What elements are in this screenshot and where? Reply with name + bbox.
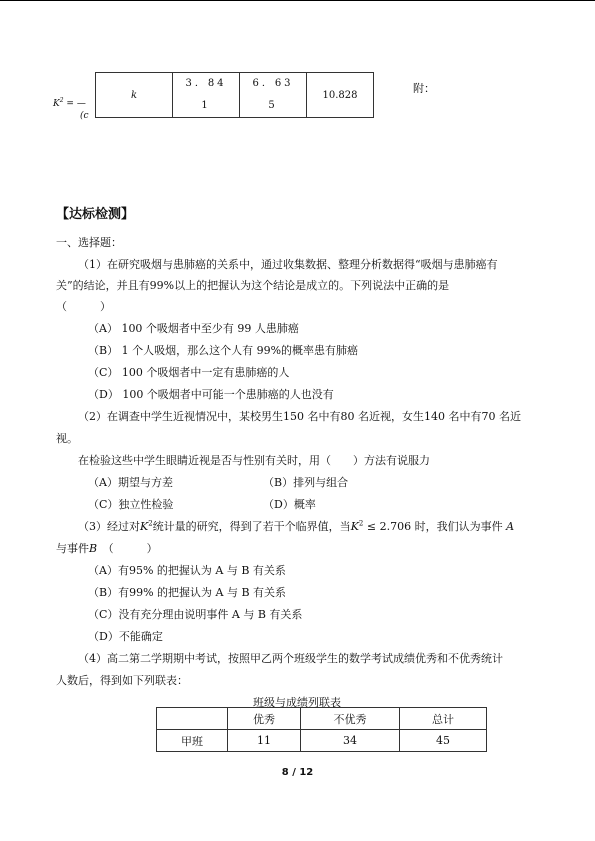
k2-formula: $K^2$ = — [53,97,86,109]
table-row [157,730,487,752]
page-top-border [0,0,595,1]
table-caption: 班级与成绩列联表 [253,696,341,709]
table-cell: k [96,73,173,118]
q2-line2: 视。 [56,432,78,445]
table-cell: 10.828 [307,73,374,118]
table-header-cell: 优秀 [228,708,301,730]
q1-line2: 关”的结论，并且有99%以上的把握认为这个结论是成立的。下列说法中正确的是 [56,279,450,292]
k2-formula-denominator: (c [80,111,89,121]
table-cell: 3．84 1 [173,73,240,118]
table-header-cell: 总计 [400,708,487,730]
q2-option-d: （D）概率 [263,498,316,511]
q1-answer-blank: （ ） [56,300,111,313]
table-header-cell [157,708,228,730]
q3-option-c: （C）没有充分理由说明事件 A 与 B 有关系 [88,608,303,621]
table-header-row [157,708,487,730]
q3-line2: 与事件B （ ） [56,542,158,555]
q3-option-a: （A）有95% 的把握认为 A 与 B 有关系 [88,564,286,577]
q2-line3: 在检验这些中学生眼睛近视是否与性别有关时，用（ ）方法有说服力 [78,454,430,467]
q2-option-c: （C）独立性检验 [88,498,174,511]
class-score-table [156,707,487,752]
table-header-cell: 不优秀 [301,708,400,730]
q2-option-a: （A）期望与方差 [88,476,173,489]
page-number: 8 / 12 [281,767,314,778]
part-title: 一、选择题： [56,236,122,249]
q4-line1: （4）高二第二学期期中考试，按照甲乙两个班级学生的数学考试成绩优秀和不优秀统计 [78,652,503,665]
table-cell: 6．63 5 [240,73,307,118]
appendix-note: 附： [413,82,435,95]
q4-line2: 人数后，得到如下列联表： [56,674,188,687]
q1-line1: （1）在研究吸烟与患肺癌的关系中，通过收集数据、整理分析数据得“吸烟与患肺癌有 [78,258,498,271]
q3-option-d: （D）不能确定 [88,630,163,643]
q1-option-d: （D） 100 个吸烟者中可能一个患肺癌的人也没有 [88,388,334,401]
table-row [96,73,374,118]
table-cell: 11 [228,730,301,752]
q1-option-c: （C） 100 个吸烟者中一定有患肺癌的人 [88,366,290,379]
q3-line1: （3）经过对$K^2$统计量的研究，得到了若干个临界值，当$K^2 \le 2.706$ 时，我们认为事件 A [78,519,515,533]
table-cell: 45 [400,730,487,752]
table-cell: 甲班 [157,730,228,752]
q3-option-b: （B）有99% 的把握认为 A 与 B 有关系 [88,586,287,599]
table-cell: 34 [301,730,400,752]
critical-value-table [95,72,374,118]
q1-option-a: （A） 100 个吸烟者中至少有 99 人患肺癌 [88,322,299,335]
q1-option-b: （B） 1 个人吸烟，那么这个人有 99%的概率患有肺癌 [88,344,359,357]
q2-line1: （2）在调查中学生近视情况中，某校男生150 名中有80 名近视，女生140 名中有70 名近 [78,410,521,423]
q2-option-b: （B）排列与组合 [263,476,349,489]
section-heading: 【达标检测】 [56,207,135,222]
